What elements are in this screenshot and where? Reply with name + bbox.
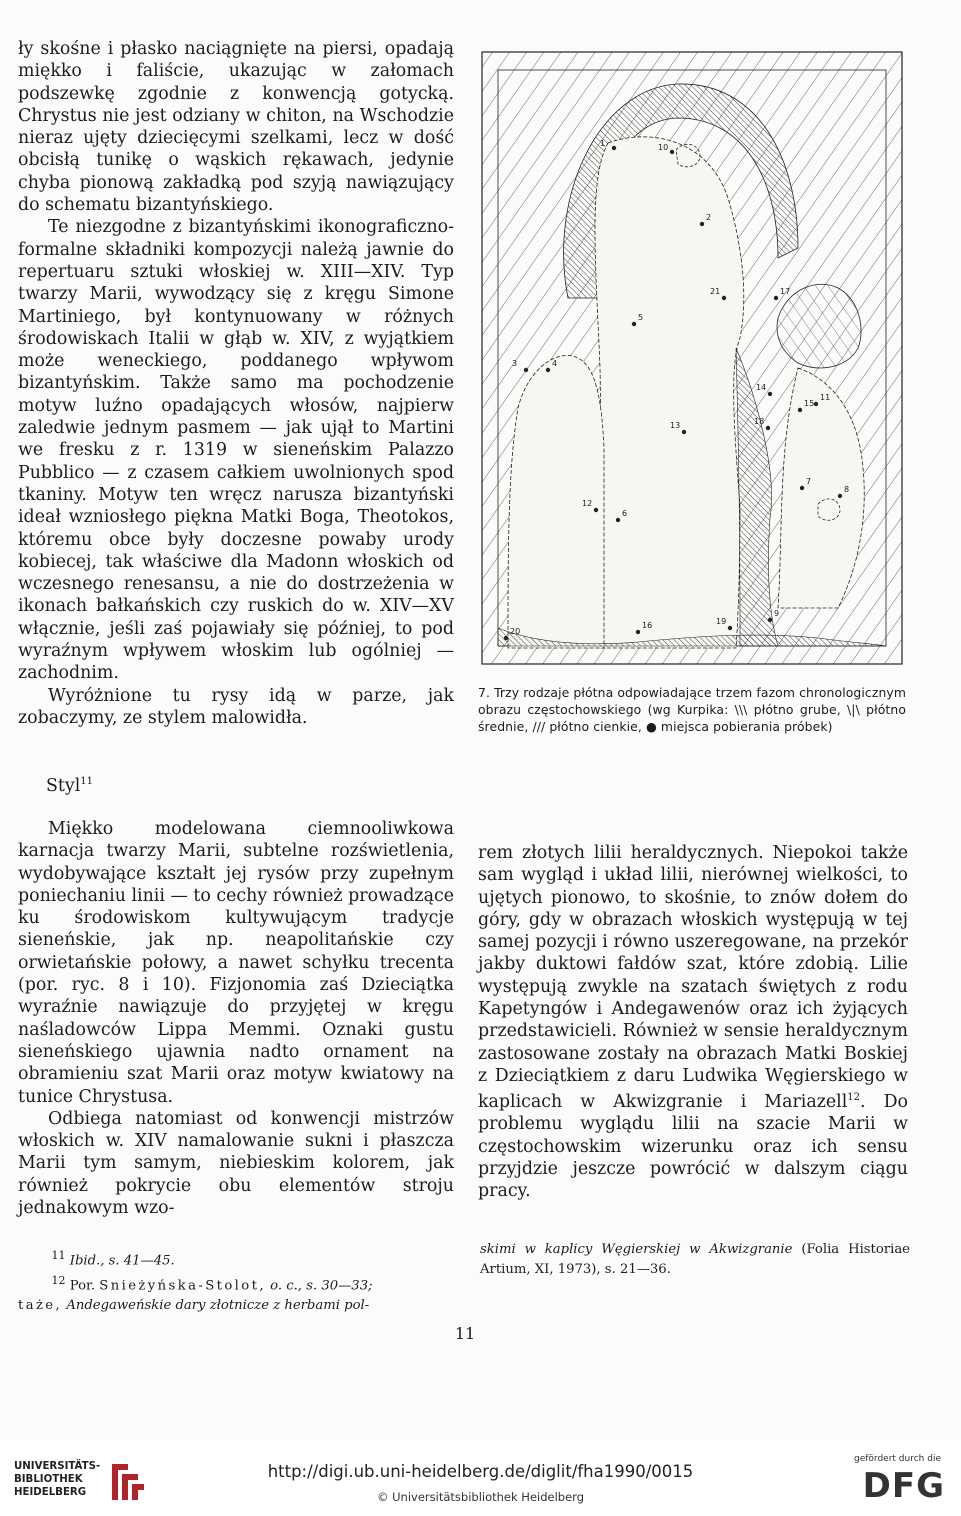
figure-canvas-diagram (478, 48, 906, 668)
footnotes-right (480, 1240, 910, 1279)
sample-dot (632, 322, 636, 326)
sample-label: 9 (774, 609, 780, 618)
sample-dot (722, 296, 726, 300)
footnote-text: Ibid., s. 41—45. (69, 1253, 175, 1269)
footnote-12-cont (18, 1296, 458, 1316)
sample-label: 17 (780, 287, 791, 296)
footnote-ref: 12 (847, 1092, 861, 1104)
footnote-text: o. c., s. 30—33; (270, 1278, 373, 1294)
paragraph: Miękko modelowana ciemnooliwkowa karnacja twarzy Marii, subtelne rozświetlenia, wydobywające kształt jej rysów przy zupełnym poniechaniu linii — to cechy również prowadzące ku środowiskom kultywującym tradycje sieneńskie, jak np. neapolitańskie czy orwietańskie połowy, a nawet schyłku trecenta (por. ryc. 8 i 10). Fizjonomia zaś Dzieciątka wyraźnie nawiązuje do przyjętej w kręgu naśladowców Lippa Memmi. Oznaki gustu sieneńskiego ujawnia nadto ornament na obramieniu szat Marii oraz motyw kwiatowy na tunice Chrystusa. (18, 819, 454, 1107)
footnote-text: Por. (69, 1278, 96, 1294)
footnote-author: Snieżyńska-Stolot, (99, 1278, 266, 1294)
mary-figure (595, 137, 744, 648)
sample-dot (766, 426, 770, 430)
sample-dot (594, 508, 598, 512)
paragraph (478, 842, 908, 1203)
sample-dot (682, 430, 686, 434)
sample-dot (728, 626, 732, 630)
footnote-11 (18, 1246, 458, 1271)
sample-label: 15 (804, 399, 815, 408)
footnote-number: 12 (51, 1273, 66, 1287)
sample-dot (838, 494, 842, 498)
funded-by-label: gefördert durch die (854, 1454, 941, 1464)
section-heading (46, 776, 93, 796)
paragraph: Wyróżnione tu rysy idą w parze, jak zobaczymy, ze stylem malowidła. (18, 685, 454, 728)
sample-dot (504, 636, 508, 640)
sample-label: 6 (622, 509, 628, 518)
sample-dot (768, 392, 772, 396)
sample-label: 4 (552, 359, 558, 368)
sample-dot (546, 368, 550, 372)
sample-label: 21 (710, 287, 721, 296)
paragraph: ły skośne i płasko naciągnięte na piersi, opadają miękko i faliście, ukazując w załomach podszewkę zgodnie z konwencją gotycką. Chrystus nie jest odziany w chiton, na Wschodzie nieraz ujęty dziecięcymi szelkami, lecz w dość obcisłą tunikę o wąskich rękawach, jedynie chyba pionową zakładką pod szyją nawiązujący do schematu bizantyńskiego. (18, 39, 454, 216)
copyright-notice: © Universitätsbibliothek Heidelberg (376, 1490, 584, 1504)
sample-dot (524, 368, 528, 372)
paragraph-text: . Do problemu wyglądu lilii na szacie Marii w częstochowskim wizerunku oraz ich sensu przyjdzie jeszcze powrócić w dalszym ciągu pracy. (478, 1092, 908, 1202)
paragraph: Te niezgodne z bizantyńskimi ikonograficzno-formalne składniki kompozycji należą jawnie do repertuaru sztuki włoskiej w. XIII—XIV. Typ twarzy Marii, wywodzący się z kręgu Simone Martiniego, był kontynuowany w różnych środowiskach Italii w głąb w. XIV, z wyjątkiem może weneckiego, poddanego wpływom bizantyńskim. Także samo ma pochodzenie motyw luźno opadających włosów, najpierw zaledwie jednym pasmem — jak ujął to Martini we fresku z r. 1319 w sieneńskim Palazzo Pubblico — z czasem całkiem uwolnionych spod tkaniny. Motyw ten wręcz narusza bizantyński ideał wzniosłego piękna Matki Boga, Theotokos, któremu obce były doczesne powaby urody kobiecej, tak właściwe dla Madonn włoskich od wczesnego renesansu, a nie do dostrzeżenia w ikonach bałkańskich czy ruskich do w. XIV—XV włącznie, jeśli zaś pojawiały się później, to pod wyraźnym wpływem włoskim lub ogólniej — zachodnim. (18, 217, 454, 684)
sample-label: 10 (658, 143, 669, 152)
sample-dot (612, 146, 616, 150)
right-column (478, 842, 908, 1203)
sample-label: 7 (806, 477, 812, 486)
footnote-text: (Folia Historiae Artium, XI, 1973), s. 21—36. (480, 1242, 910, 1277)
sample-label: 12 (582, 499, 593, 508)
left-column (18, 38, 454, 729)
sample-label: 3 (512, 359, 518, 368)
source-url-link[interactable]: http://digi.ub.uni-heidelberg.de/diglit/fha1990/0015 (267, 1462, 694, 1481)
sample-label: 16 (642, 621, 653, 630)
page-number: 11 (454, 1324, 476, 1343)
section-title: Styl (46, 776, 81, 796)
footnotes-left (18, 1246, 458, 1315)
sample-dot (800, 486, 804, 490)
logo-line: UNIVERSITÄTS- (14, 1461, 101, 1472)
sample-dot (798, 408, 802, 412)
sample-label: 2 (706, 213, 712, 222)
sample-dot (700, 222, 704, 226)
logo-line: HEIDELBERG (14, 1487, 87, 1498)
sample-label: 14 (756, 383, 767, 392)
footnote-title: Andegaweńskie dary złotnicze z herbami pol- (66, 1297, 370, 1313)
sample-label: 13 (670, 421, 681, 430)
paragraph-text: rem złotych lilii heraldycznych. Niepokoi także sam wygląd i układ lilii, nierównej wielkości, to ujętych pionowo, to skośnie, to znów dołem do góry, gdy w obrazach włoskich występują w tej samej pozycji i równo uszeregowane, na przekór jakby duktowi fałdów szat, które zdobią. Lilie występują zwykle na szatach świętych z rodu Kapetyngów i Andegawenów oraz ich żyjących przedstawicieli. Również w sensie heraldycznym zastosowane zostały na obrazach Matki Boskiej z Dzieciątkiem z daru Ludwika Węgierskiego w kaplicach w Akwizgranie i Mariazell (478, 843, 908, 1113)
sample-dot (616, 518, 620, 522)
sample-dot (814, 402, 818, 406)
sample-label: 5 (638, 313, 644, 322)
sample-dot (670, 150, 674, 154)
figure-caption: 7. Trzy rodzaje płótna odpowiadające trzem fazom chronologicznym obrazu częstochowskiego (wg Kurpika: \\\ płótno grube, \|\ płótno średnie, /// płótno cienkie, ● miejsca pobierania próbek) (478, 685, 906, 734)
sample-label: 8 (844, 485, 850, 494)
sample-label: 20 (510, 627, 521, 636)
footnote-author: taże, (18, 1297, 63, 1313)
paragraph: Odbiega natomiast od konwencji mistrzów włoskich w. XIV namalowanie sukni i płaszcza Marii tym samym, niebieskim kolorem, jak również pokrycie obu elementów stroju jednakowym wzo- (18, 1108, 454, 1219)
footer-bar (0, 1440, 961, 1516)
footnote-12 (18, 1271, 458, 1296)
sample-dot (636, 630, 640, 634)
sample-label: 1 (600, 139, 606, 148)
dfg-logo[interactable]: DFG (862, 1466, 945, 1506)
sample-dot (768, 618, 772, 622)
logo-line: BIBLIOTHEK (14, 1474, 83, 1485)
left-column-lower (18, 818, 454, 1219)
canvas-diagram (478, 48, 906, 668)
sample-label: 11 (820, 393, 831, 402)
footnote-number: 11 (51, 1249, 66, 1262)
sample-label: 19 (716, 617, 727, 626)
footnote-title: skimi w kaplicy Węgierskiej w Akwizgranie (480, 1242, 793, 1257)
sample-dot (774, 296, 778, 300)
footnote-ref: 11 (80, 776, 94, 788)
sample-label: 18 (754, 417, 765, 426)
